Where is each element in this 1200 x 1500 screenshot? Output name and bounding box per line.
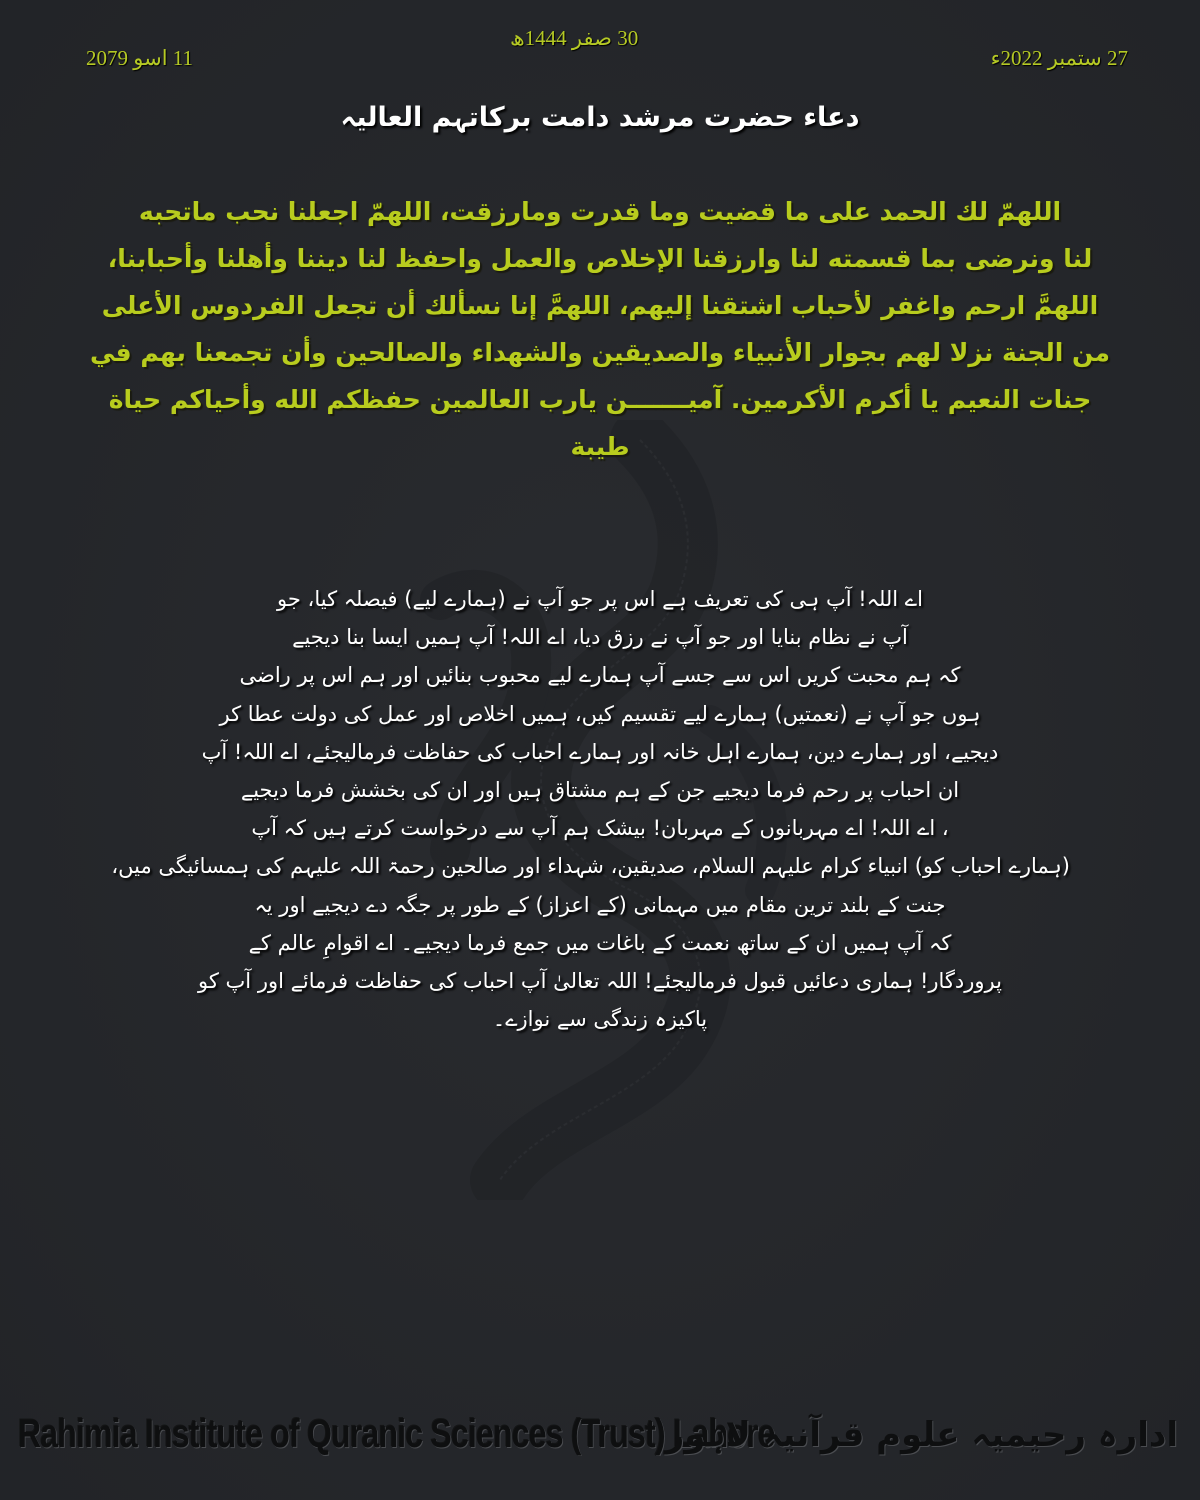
arabic-line: من الجنة نزلا لهم بجوار الأنبياء والصديقين والشهداء والصالحين وأن تجمعنا بهم في bbox=[90, 338, 1110, 367]
footer-branding bbox=[0, 1412, 1200, 1472]
urdu-line: ہوں جو آپ نے (نعمتیں) ہمارے لیے تقسیم کیں، ہمیں اخلاص اور عمل کی دولت عطا کر bbox=[219, 701, 981, 726]
institute-name-english: Rahimia Institute of Quranic Sciences (Trust) Lahore bbox=[18, 1412, 775, 1456]
urdu-line: اے اللہ! آپ ہی کی تعریف ہے اس پر جو آپ نے (ہمارے لیے) فیصلہ کیا، جو bbox=[277, 587, 923, 611]
urdu-line: کہ آپ ہمیں ان کے ساتھ نعمت کے باغات میں جمع فرما دیجیے۔ اے اقوامِ عالم کے bbox=[248, 930, 952, 955]
arabic-line: طيبة bbox=[570, 432, 630, 461]
urdu-line: جنت کے بلند ترین مقام میں مہمانی (کے اعزاز) کے طور پر جگہ دے دیجیے اور یہ bbox=[254, 892, 946, 917]
urdu-line: (ہمارے احباب کو) انبیاء کرام علیہم السلام، صدیقین، شہداء اور صالحین رحمۃ اللہ علیہم کی ہمسائیگی میں، bbox=[111, 854, 1070, 879]
gregorian-date: 27 ستمبر 2022ء bbox=[990, 46, 1128, 70]
bikrami-date: 11 اسو 2079 bbox=[86, 46, 194, 70]
institute-name-urdu-calligraphy: ادارہ رحیمیہ علوم قرآنیہ لاہور bbox=[664, 1415, 1178, 1455]
date-header bbox=[0, 0, 1200, 80]
arabic-line: جنات النعيم يا أكرم الأكرمين. آميـــــــن يارب العالمين حفظكم الله وأحياكم حياة bbox=[108, 385, 1092, 414]
arabic-line: لنا ونرضى بما قسمته لنا وارزقنا الإخلاص والعمل واحفظ لنا ديننا وأهلنا وأحبابنا، bbox=[107, 244, 1093, 273]
urdu-line: پروردگار! ہماری دعائیں قبول فرمالیجئے! اللہ تعالیٰ آپ احباب کی حفاظت فرمائے اور آپ کو bbox=[198, 969, 1002, 994]
urdu-line: کہ ہم محبت کریں اس سے جسے آپ ہمارے لیے محبوب بنائیں اور ہم اس پر راضی bbox=[239, 663, 961, 688]
arabic-line: اللهمّ لك الحمد على ما قضيت وما قدرت ومارزقت، اللهمّ اجعلنا نحب ماتحبه bbox=[138, 197, 1062, 226]
urdu-line: پاکیزہ زندگی سے نوازے۔ bbox=[492, 1007, 708, 1032]
urdu-line: دیجیے، اور ہمارے دین، ہمارے اہل خانہ اور ہمارے احباب کی حفاظت فرمالیجئے، اے اللہ! آپ bbox=[201, 739, 999, 764]
arabic-dua-block bbox=[70, 188, 1130, 470]
hijri-date: 30 صفر 1444ھ bbox=[510, 26, 639, 50]
arabic-line: اللهمَّ ارحم واغفر لأحباب اشتقنا إليهم، اللهمَّ إنا نسألك أن تجعل الفردوس الأعلى bbox=[101, 291, 1099, 320]
urdu-line: آپ نے نظام بنایا اور جو آپ نے رزق دیا، اے اللہ! آپ ہمیں ایسا بنا دیجیے bbox=[292, 625, 908, 650]
urdu-line: ، اے اللہ! اے مہربانوں کے مہربان! بیشک ہم آپ سے درخواست کرتے ہیں کہ آپ bbox=[251, 816, 949, 841]
page-title: دعاء حضرت مرشد دامت برکاتہم العالیہ bbox=[340, 102, 860, 134]
urdu-translation-block bbox=[111, 580, 1070, 1038]
urdu-line: ان احباب پر رحم فرما دیجیے جن کے ہم مشتاق ہیں اور ان کی بخشش فرما دیجیے bbox=[240, 778, 960, 803]
